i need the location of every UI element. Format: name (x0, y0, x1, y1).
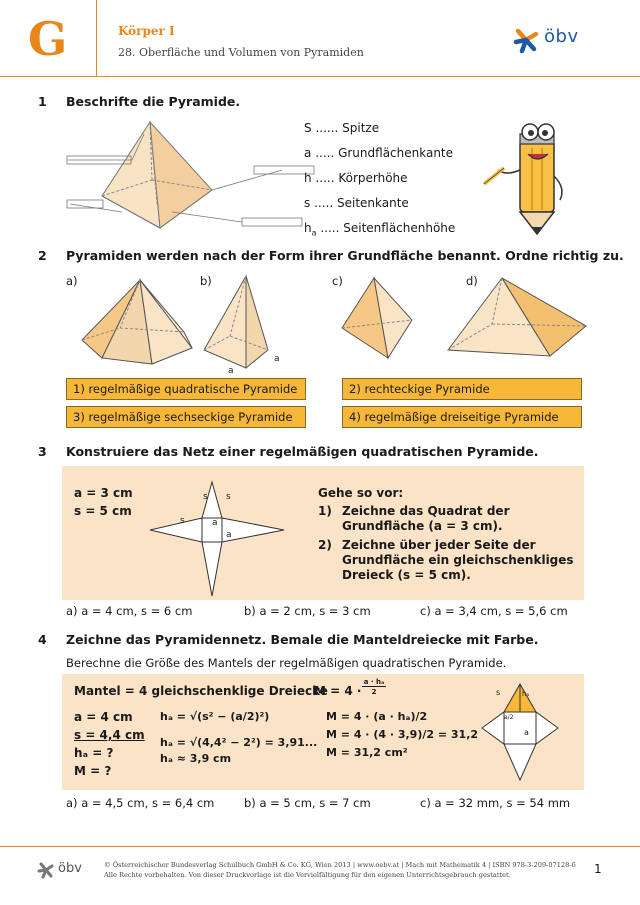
pyramid-square-figure (200, 274, 300, 374)
net-label-s3: s (180, 516, 185, 526)
net-label-a1: a (212, 518, 218, 528)
task3-exercise-b: b) a = 2 cm, s = 3 cm (244, 604, 371, 618)
task3-number: 3 (38, 444, 47, 459)
fig-label-b: b) (200, 274, 212, 288)
asterisk-footer-icon (38, 862, 54, 878)
header-rule (0, 76, 640, 77)
task3-given-s: s = 5 cm (74, 504, 132, 518)
label-grundflaechenkante: a ..... Grundflächenkante (304, 146, 454, 160)
t4-net-label-a2: a/2 (504, 714, 514, 721)
label-seitenflaechenhoehe: $h_a$ ..... Seitenflächenhöhe (304, 221, 456, 238)
pyramid-rectangular-figure (446, 276, 596, 366)
task4-subtitle: Berechne die Größe des Mantels der regelmäßigen quadratischen Pyramide. (66, 656, 507, 670)
logo-text: öbv (544, 26, 579, 47)
option-4-box[interactable]: 4) regelmäßige dreiseitige Pyramide (342, 406, 582, 428)
chapter-title: Körper I (118, 24, 175, 38)
step-1-text: Zeichne das Quadrat der Grundfläche (a = 3 cm). (342, 504, 510, 533)
chapter-letter: G (28, 12, 68, 66)
task2-number: 2 (38, 248, 47, 263)
option-1-box[interactable]: 1) regelmäßige quadratische Pyramide (66, 378, 306, 400)
net-label-a2: a (226, 530, 232, 540)
t4-net-label-a: a (524, 728, 529, 737)
pencil-mascot-icon (480, 118, 580, 238)
t4-net-label-ha: hₐ (522, 690, 530, 698)
unknown-ha: hₐ = ? (74, 746, 114, 760)
task1-pyramid-figure (62, 118, 312, 248)
label-spitze: S ...... Spitze (304, 121, 380, 135)
steps-title: Gehe so vor: (318, 486, 404, 500)
footer-line-2: Alle Rechte vorbehalten. Von dieser Druckvorlage ist die Vervielfältigung für den eigenen Unterrichtsgebrauch gestattet. (104, 871, 511, 879)
task4-exercise-c: c) a = 32 mm, s = 54 mm (420, 796, 571, 810)
given-a: a = 4 cm (74, 710, 133, 724)
task4-exercise-a: a) a = 4,5 cm, s = 6,4 cm (66, 796, 215, 810)
task3-exercise-a: a) a = 4 cm, s = 6 cm (66, 604, 193, 618)
m-result: M = 31,2 cm² (326, 746, 408, 759)
step-2-number: 2) (318, 538, 332, 552)
ha-formula: hₐ = √(s² − (a/2)²) (160, 710, 270, 723)
step-1-number: 1) (318, 504, 332, 518)
net-label-s1: s (203, 492, 208, 502)
unknown-m: M = ? (74, 764, 112, 778)
fig-b-edge-label: a (274, 354, 280, 364)
t4-net-label-s: s (496, 688, 501, 697)
header-divider (96, 0, 97, 76)
task4-exercise-b: b) a = 5 cm, s = 7 cm (244, 796, 371, 810)
label-seitenkante: s ..... Seitenkante (304, 196, 409, 210)
fig-label-a: a) (66, 274, 78, 288)
m-calculation: M = 4 · (4 · 3,9)/2 = 31,2 (326, 728, 479, 741)
chapter-subtitle: 28. Oberfläche und Volumen von Pyramiden (118, 46, 364, 59)
fig-label-c: c) (332, 274, 343, 288)
mantel-definition: Mantel = 4 gleichschenklige Dreiecke (74, 684, 328, 698)
net-label-s2: s (226, 492, 231, 502)
task1-title: Beschrifte die Pyramide. (66, 94, 241, 109)
task1-number: 1 (38, 94, 47, 109)
ha-result: hₐ ≈ 3,9 cm (160, 752, 232, 765)
footer-line-1: © Österreichischer Bundesverlag Schulbuch GmbH & Co. KG, Wien 2013 | www.oebv.at | Mach mit Mathematik 4 | ISBN 978-3-209-07128-6 (104, 861, 576, 869)
asterisk-logo-icon (514, 28, 538, 52)
step-2-text: Zeichne über jeder Seite der Grundfläche ein gleichschenkliges Dreieck (s = 5 cm). (342, 538, 574, 582)
task4-number: 4 (38, 632, 47, 647)
pyramid-hexagonal-figure (80, 278, 200, 368)
footer-rule (0, 846, 640, 847)
m-formula: M = 4 · (a · hₐ)/2 (326, 710, 428, 723)
fig-label-d: d) (466, 274, 478, 288)
task3-title: Konstruiere das Netz einer regelmäßigen quadratischen Pyramide. (66, 444, 539, 459)
task4-title: Zeichne das Pyramidennetz. Bemale die Manteldreiecke mit Farbe. (66, 632, 539, 647)
option-3-box[interactable]: 3) regelmäßige sechseckige Pyramide (66, 406, 306, 428)
mantel-frac-bot: 2 (371, 688, 377, 696)
footer-copyright (104, 860, 576, 880)
page-number: 1 (594, 862, 602, 876)
task3-exercise-c: c) a = 3,4 cm, s = 5,6 cm (420, 604, 568, 618)
mantel-frac-top: a · hₐ (363, 678, 385, 686)
task3-given-a: a = 3 cm (74, 486, 133, 500)
fig-b-edge-label-2: a (228, 366, 234, 376)
task2-title: Pyramiden werden nach der Form ihrer Grundfläche benannt. Ordne richtig zu. (66, 248, 624, 263)
label-koerperhoehe: h ..... Körperhöhe (304, 171, 408, 185)
task4-net-figure (480, 680, 580, 784)
given-s: s = 4,4 cm (74, 728, 145, 742)
pyramid-triangular-figure (338, 276, 418, 372)
ha-calculation: hₐ = √(4,4² − 2²) = 3,91... (160, 736, 318, 749)
option-2-box[interactable]: 2) rechteckige Pyramide (342, 378, 582, 400)
mantel-formula: M = 4 · (314, 684, 362, 698)
footer-logo-text: öbv (58, 861, 82, 876)
